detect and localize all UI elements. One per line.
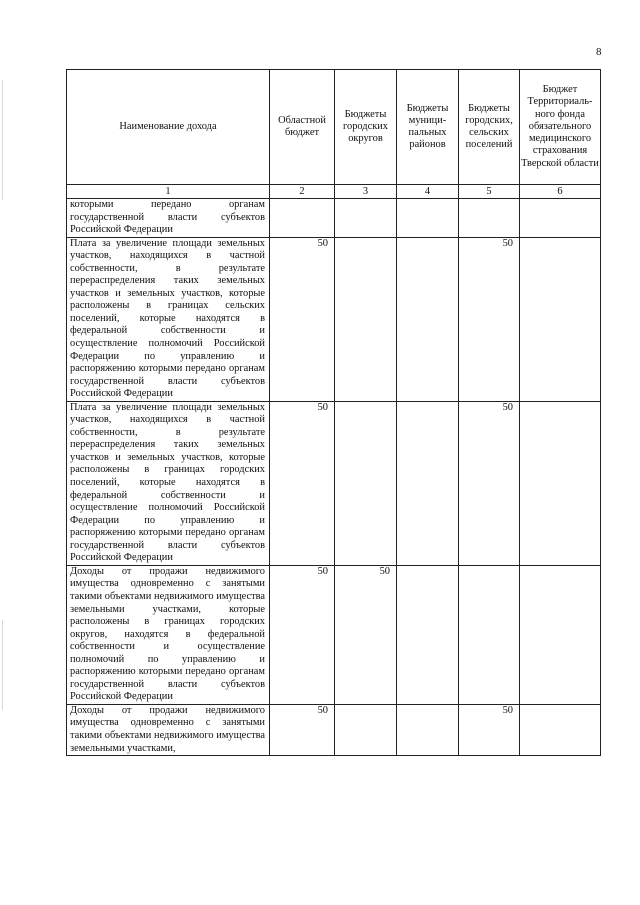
- city-districts-cell: 50: [335, 565, 397, 704]
- header-municipal-districts-budgets: Бюджеты муници-пальных районов: [397, 70, 459, 185]
- medical-fund-cell: [520, 199, 601, 238]
- medical-fund-cell: [520, 237, 601, 401]
- column-number: 2: [270, 185, 335, 199]
- header-revenue-name: Наименование дохода: [67, 70, 270, 185]
- column-number: 4: [397, 185, 459, 199]
- municipal-districts-cell: [397, 704, 459, 755]
- city-districts-cell: [335, 199, 397, 238]
- settlements-cell: 50: [459, 704, 520, 755]
- header-settlements-budgets: Бюджеты городских, сельских поселений: [459, 70, 520, 185]
- regional-budget-cell: 50: [270, 704, 335, 755]
- column-number-row: [67, 185, 601, 199]
- header-regional-budget: Областной бюджет: [270, 70, 335, 185]
- regional-budget-cell: [270, 199, 335, 238]
- medical-fund-cell: [520, 704, 601, 755]
- medical-fund-cell: [520, 565, 601, 704]
- column-number: 1: [67, 185, 270, 199]
- settlements-cell: [459, 565, 520, 704]
- city-districts-cell: [335, 704, 397, 755]
- regional-budget-cell: 50: [270, 401, 335, 565]
- revenue-name-cell: Плата за увеличение площади земельных участков, находящихся в частной собственности, в результате перераспределения таких земельных участков и земельных участков, которые расположены в границах сельских поселений, которые находятся в федеральной собственности и осуществление полномочий Российской Федерации по управлению и распоряжению которыми передано органам государственной власти субъектов Российской Федерации: [67, 237, 270, 401]
- table-header-row: [67, 70, 601, 185]
- header-city-districts-budgets: Бюджеты городских округов: [335, 70, 397, 185]
- table-row: [67, 237, 601, 401]
- municipal-districts-cell: [397, 565, 459, 704]
- scan-edge-mark: [2, 80, 3, 200]
- settlements-cell: 50: [459, 401, 520, 565]
- revenue-name-cell: которыми передано органам государственной власти субъектов Российской Федерации: [67, 199, 270, 238]
- table-row: [67, 199, 601, 238]
- municipal-districts-cell: [397, 199, 459, 238]
- municipal-districts-cell: [397, 401, 459, 565]
- column-number: 5: [459, 185, 520, 199]
- column-number: 6: [520, 185, 601, 199]
- settlements-cell: [459, 199, 520, 238]
- table-row: [67, 704, 601, 755]
- settlements-cell: 50: [459, 237, 520, 401]
- regional-budget-cell: 50: [270, 565, 335, 704]
- column-number: 3: [335, 185, 397, 199]
- revenue-distribution-table: [66, 69, 601, 756]
- revenue-name-cell: Доходы от продажи недвижимого имущества одновременно с занятыми такими объектами недвижимого имущества земельными участками,: [67, 704, 270, 755]
- table-row: [67, 401, 601, 565]
- revenue-name-cell: Плата за увеличение площади земельных участков, находящихся в частной собственности, в результате перераспределения таких земельных участков и земельных участков, которые расположены в границах городских поселений, которые находятся в федеральной собственности и осуществление полномочий Российской Федерации по управлению и распоряжению которыми передано органам государственной власти субъектов Российской Федерации: [67, 401, 270, 565]
- table-row: [67, 565, 601, 704]
- city-districts-cell: [335, 401, 397, 565]
- municipal-districts-cell: [397, 237, 459, 401]
- header-medical-insurance-fund-budget: Бюджет Территориаль-ного фонда обязательного медицинского страхования Тверской области: [520, 70, 601, 185]
- regional-budget-cell: 50: [270, 237, 335, 401]
- revenue-name-cell: Доходы от продажи недвижимого имущества одновременно с занятыми такими объектами недвижимого имущества земельными участками, которые расположены в границах городских округов, находятся в федеральной собственности и осуществление полномочий по управлению и распоряжению которыми передано органам государственной власти субъектов Российской Федерации: [67, 565, 270, 704]
- scan-edge-mark: [2, 620, 3, 710]
- page-number: 8: [596, 46, 602, 58]
- city-districts-cell: [335, 237, 397, 401]
- medical-fund-cell: [520, 401, 601, 565]
